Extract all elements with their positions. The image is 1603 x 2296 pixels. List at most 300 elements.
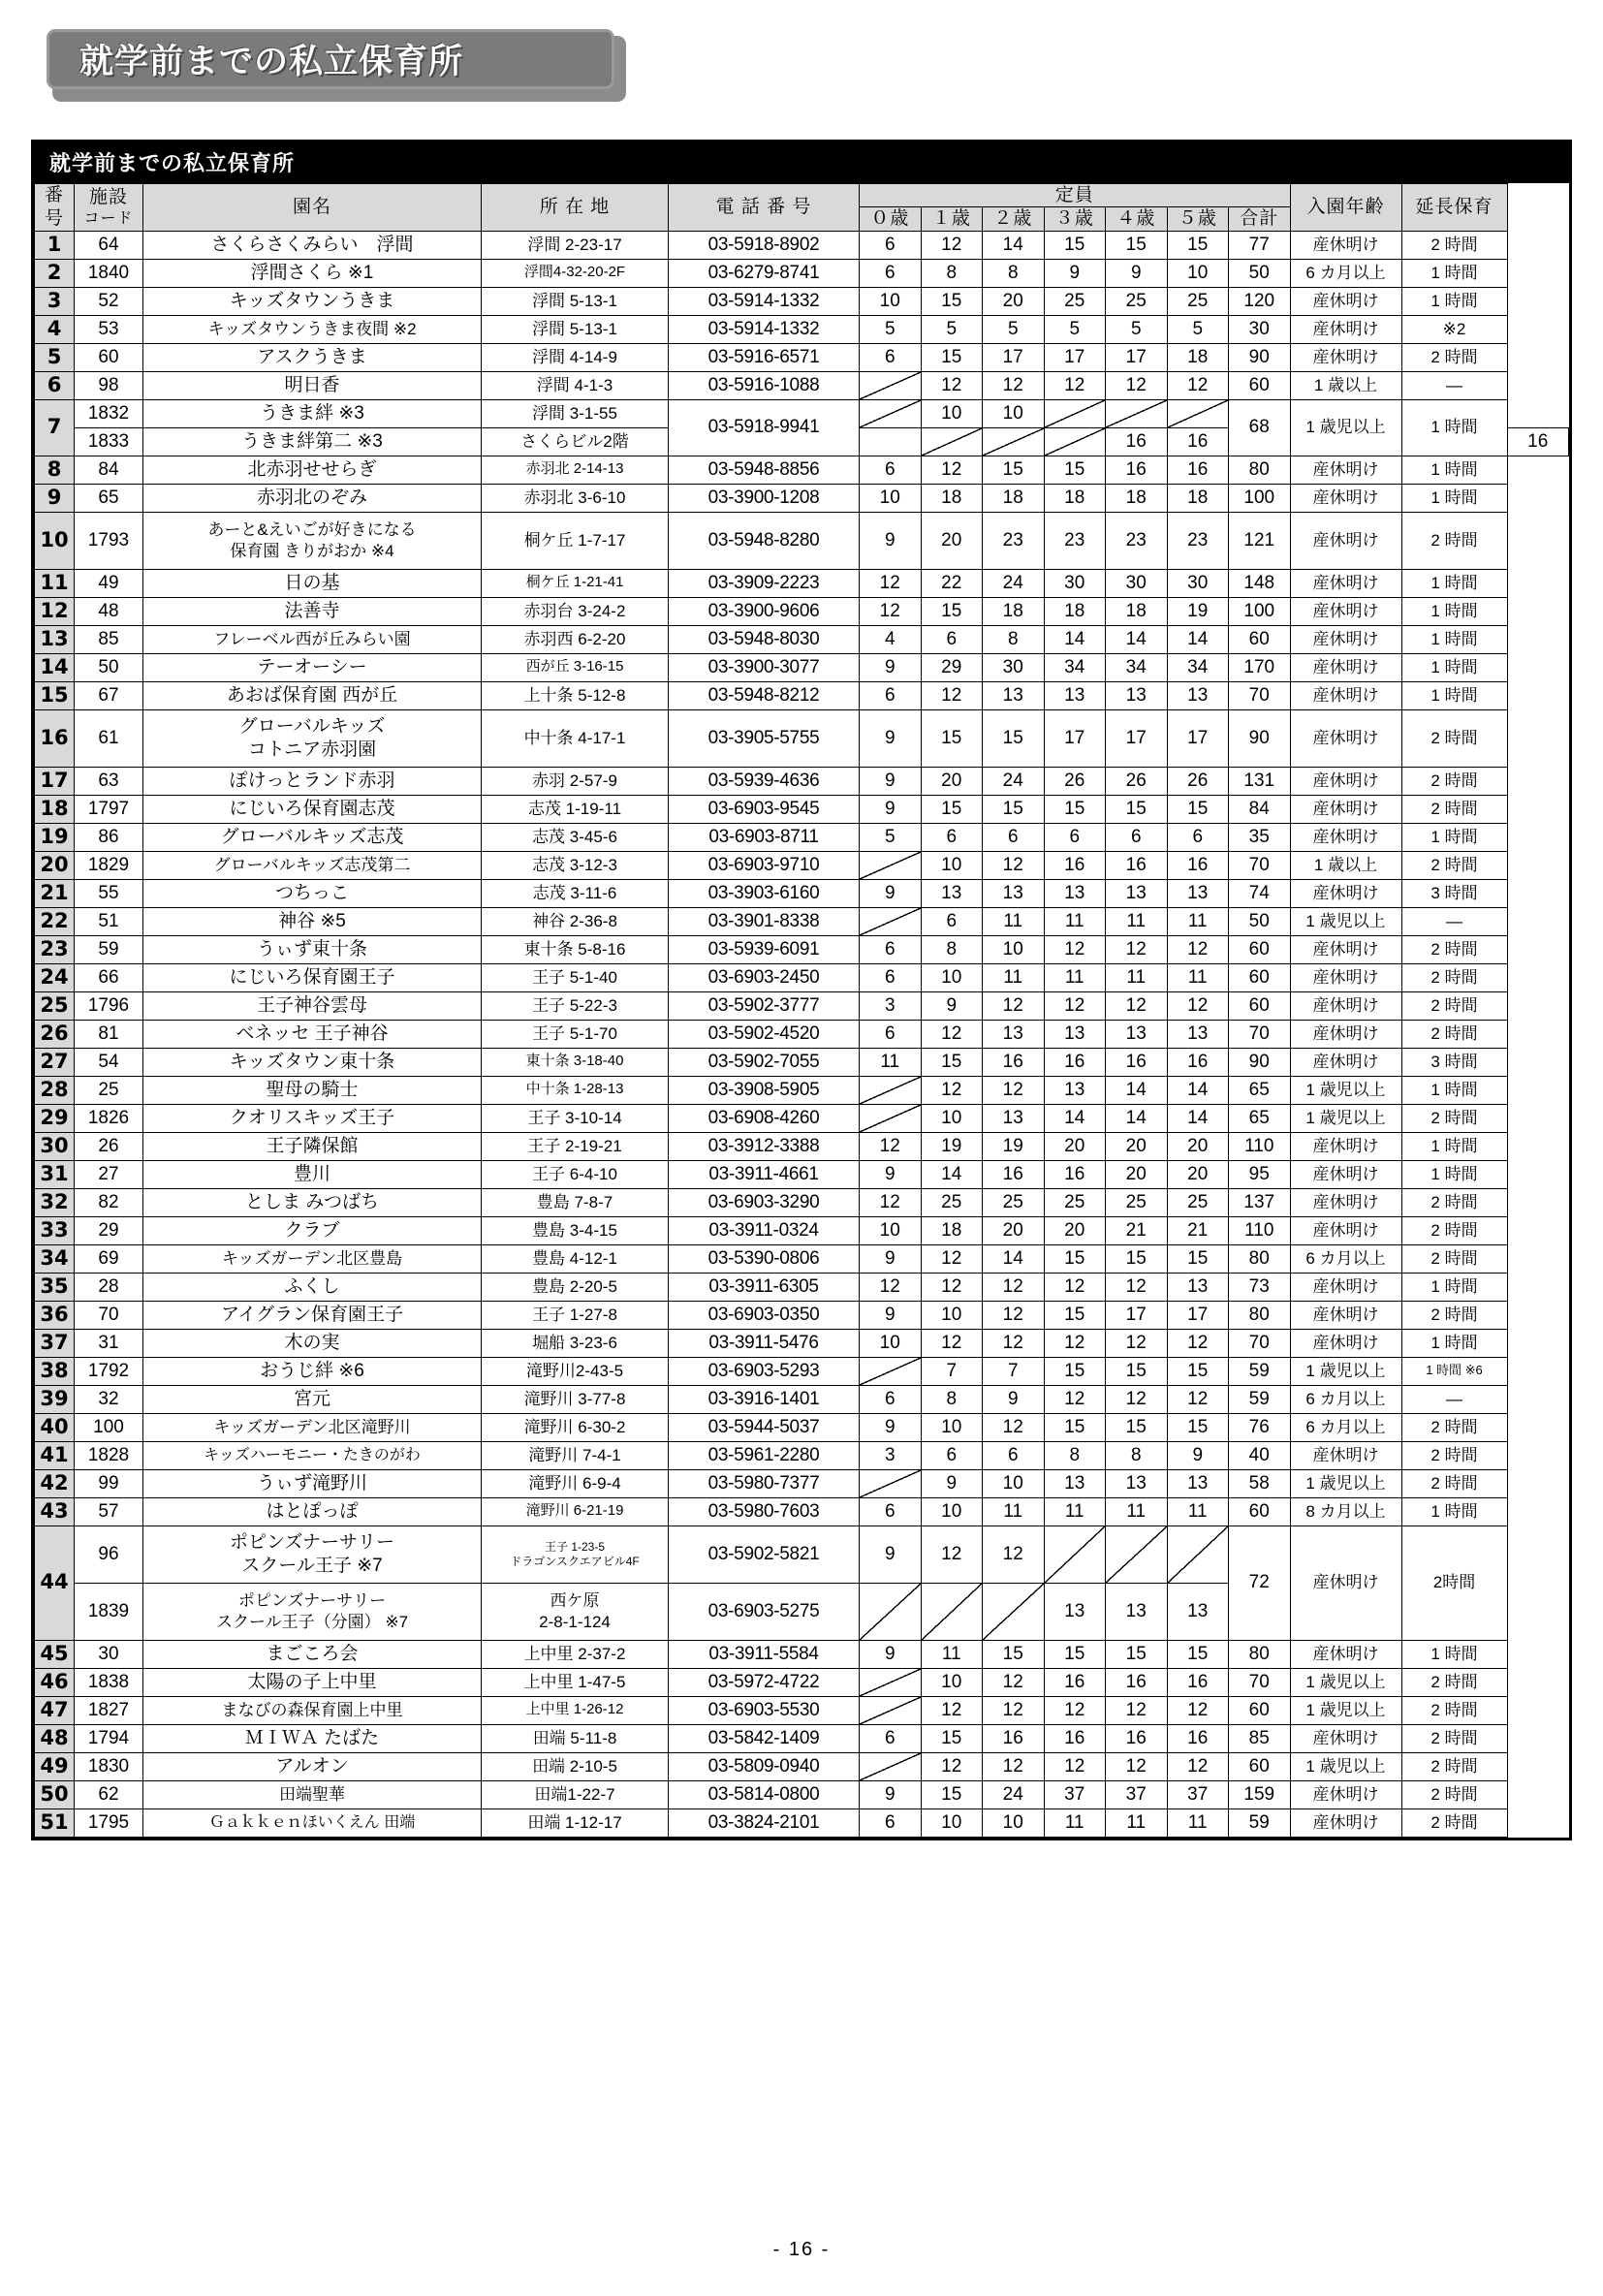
facility-telephone: 03-5842-1409 <box>669 1724 860 1752</box>
capacity-age-1: 12 <box>921 456 983 484</box>
facility-telephone: 03-5948-8856 <box>669 456 860 484</box>
facility-name: 田端聖華 <box>143 1780 482 1808</box>
capacity-age-4: 16 <box>1106 1048 1168 1076</box>
capacity-age-3: 23 <box>1044 512 1106 569</box>
facility-name: うぃず滝野川 <box>143 1469 482 1497</box>
capacity-age-3: 13 <box>1044 1076 1106 1104</box>
table-row <box>35 1469 1569 1497</box>
page-number: - 16 - <box>772 2239 831 2260</box>
capacity-age-1: 15 <box>921 1048 983 1076</box>
capacity-age-5: 16 <box>1507 427 1569 456</box>
table-row <box>35 1076 1569 1104</box>
extended-care: 2 時間 <box>1401 1696 1507 1724</box>
row-number: 35 <box>35 1273 75 1301</box>
capacity-age-2: 30 <box>983 653 1045 681</box>
table-row <box>35 1525 1569 1583</box>
extended-care: 1 時間 <box>1401 1497 1507 1525</box>
facility-address: 桐ケ丘 1-21-41 <box>482 569 669 597</box>
table-row <box>35 907 1569 935</box>
facility-telephone: 03-5914-1332 <box>669 287 860 315</box>
facility-address: 滝野川 6-9-4 <box>482 1469 669 1497</box>
document-page <box>0 29 1603 2296</box>
table-row <box>35 1048 1569 1076</box>
capacity-age-0: 6 <box>860 259 922 287</box>
capacity-age-2: 12 <box>983 991 1045 1020</box>
capacity-age-1 <box>921 1583 983 1640</box>
entry-age: 産休明け <box>1290 879 1401 907</box>
capacity-age-0 <box>860 1752 922 1780</box>
capacity-age-1: 12 <box>921 1329 983 1357</box>
capacity-total: 60 <box>1229 371 1291 399</box>
entry-age: 1 歳児以上 <box>1290 1076 1401 1104</box>
facility-name: うきま絆第二 ※3 <box>143 427 482 456</box>
capacity-total: 100 <box>1229 484 1291 512</box>
extended-care: 2 時間 <box>1401 767 1507 795</box>
capacity-age-5: 12 <box>1167 991 1229 1020</box>
facility-address: 志茂 1-19-11 <box>482 795 669 823</box>
entry-age: 産休明け <box>1290 681 1401 709</box>
entry-age: 1 歳児以上 <box>1290 1357 1401 1385</box>
facility-name: 日の基 <box>143 569 482 597</box>
capacity-age-0: 10 <box>860 1216 922 1244</box>
row-number: 21 <box>35 879 75 907</box>
facility-telephone: 03-5902-7055 <box>669 1048 860 1076</box>
facility-address: 中十条 1-28-13 <box>482 1076 669 1104</box>
facility-address: 中十条 4-17-1 <box>482 709 669 767</box>
capacity-age-4: 16 <box>1106 1724 1168 1752</box>
row-number: 34 <box>35 1244 75 1273</box>
capacity-age-4: 17 <box>1106 343 1168 371</box>
facility-code: 1795 <box>75 1808 143 1837</box>
facility-code: 27 <box>75 1160 143 1188</box>
table-row <box>35 1497 1569 1525</box>
capacity-age-0 <box>860 1104 922 1132</box>
capacity-age-1: 12 <box>921 1696 983 1724</box>
facility-code: 1826 <box>75 1104 143 1132</box>
capacity-age-2: 9 <box>983 1385 1045 1413</box>
entry-age: 産休明け <box>1290 1724 1401 1752</box>
capacity-age-2: 13 <box>983 681 1045 709</box>
facility-name: うきま絆 ※3 <box>143 399 482 427</box>
capacity-age-2: 13 <box>983 1104 1045 1132</box>
capacity-age-1: 29 <box>921 653 983 681</box>
row-number: 12 <box>35 597 75 625</box>
capacity-age-5: 25 <box>1167 287 1229 315</box>
facility-code: 1827 <box>75 1696 143 1724</box>
capacity-total: 74 <box>1229 879 1291 907</box>
capacity-total: 80 <box>1229 1301 1291 1329</box>
capacity-age-4 <box>1106 399 1168 427</box>
facility-telephone: 03-6903-0350 <box>669 1301 860 1329</box>
capacity-age-4: 15 <box>1106 1244 1168 1273</box>
capacity-total: 95 <box>1229 1160 1291 1188</box>
capacity-age-3: 12 <box>1044 935 1106 963</box>
facility-telephone: 03-5902-3777 <box>669 991 860 1020</box>
facility-code: 59 <box>75 935 143 963</box>
facility-telephone: 03-5948-8280 <box>669 512 860 569</box>
capacity-age-5: 15 <box>1167 1244 1229 1273</box>
capacity-age-3: 13 <box>1044 1020 1106 1048</box>
capacity-age-0: 9 <box>860 795 922 823</box>
capacity-age-0: 6 <box>860 343 922 371</box>
capacity-age-2: 18 <box>983 484 1045 512</box>
facility-address: 浮間 2-23-17 <box>482 231 669 259</box>
row-number: 49 <box>35 1752 75 1780</box>
capacity-age-0: 6 <box>860 1385 922 1413</box>
extended-care: 1 時間 <box>1401 484 1507 512</box>
capacity-age-0: 10 <box>860 484 922 512</box>
facility-name: にじいろ保育園志茂 <box>143 795 482 823</box>
capacity-total: 70 <box>1229 1020 1291 1048</box>
extended-care: 1 時間 <box>1401 569 1507 597</box>
capacity-total: 59 <box>1229 1385 1291 1413</box>
facility-code: 64 <box>75 231 143 259</box>
capacity-age-3 <box>1044 1525 1106 1583</box>
capacity-age-1: 14 <box>921 1160 983 1188</box>
capacity-total: 80 <box>1229 1244 1291 1273</box>
entry-age: 産休明け <box>1290 597 1401 625</box>
capacity-age-2: 10 <box>983 399 1045 427</box>
facility-code: 81 <box>75 1020 143 1048</box>
capacity-age-4: 15 <box>1106 795 1168 823</box>
capacity-age-0: 6 <box>860 935 922 963</box>
extended-care: 1 時間 <box>1401 597 1507 625</box>
facility-code: 1830 <box>75 1752 143 1780</box>
entry-age: 産休明け <box>1290 823 1401 851</box>
facility-address: 赤羽 2-57-9 <box>482 767 669 795</box>
capacity-age-0: 10 <box>860 1329 922 1357</box>
facility-code: 70 <box>75 1301 143 1329</box>
capacity-age-4: 26 <box>1106 767 1168 795</box>
capacity-age-2: 12 <box>983 371 1045 399</box>
row-number: 14 <box>35 653 75 681</box>
capacity-age-3: 12 <box>1044 991 1106 1020</box>
capacity-age-3: 12 <box>1044 1329 1106 1357</box>
facility-telephone: 03-5980-7603 <box>669 1497 860 1525</box>
col-header-facility-name: 園名 <box>143 184 482 232</box>
capacity-age-3: 12 <box>1044 1696 1106 1724</box>
capacity-age-4: 5 <box>1106 315 1168 343</box>
entry-age: 産休明け <box>1290 1301 1401 1329</box>
facility-code: 1839 <box>75 1583 143 1640</box>
capacity-total: 100 <box>1229 597 1291 625</box>
row-number: 38 <box>35 1357 75 1385</box>
capacity-age-3: 15 <box>1044 1244 1106 1273</box>
capacity-age-0: 12 <box>860 1273 922 1301</box>
entry-age: 産休明け <box>1290 1329 1401 1357</box>
table-row <box>35 1160 1569 1188</box>
capacity-age-0: 6 <box>860 1808 922 1837</box>
facility-name: 王子隣保館 <box>143 1132 482 1160</box>
facility-name: ＭＩＷＡ たばた <box>143 1724 482 1752</box>
facility-telephone: 03-6903-9710 <box>669 851 860 879</box>
capacity-age-2: 19 <box>983 1132 1045 1160</box>
extended-care: 1 時間 <box>1401 1640 1507 1668</box>
capacity-age-0: 9 <box>860 1413 922 1441</box>
capacity-total: 40 <box>1229 1441 1291 1469</box>
extended-care: 2 時間 <box>1401 1469 1507 1497</box>
capacity-age-5: 11 <box>1167 1808 1229 1837</box>
entry-age: 6 カ月以上 <box>1290 259 1401 287</box>
entry-age: 1 歳児以上 <box>1290 1668 1401 1696</box>
capacity-age-5: 12 <box>1167 1752 1229 1780</box>
facility-telephone: 03-5948-8030 <box>669 625 860 653</box>
facility-name: まなびの森保育園上中里 <box>143 1696 482 1724</box>
capacity-age-5: 14 <box>1167 1104 1229 1132</box>
table-row <box>35 1020 1569 1048</box>
facility-address: 西ケ原 2-8-1-124 <box>482 1583 669 1640</box>
capacity-total: 70 <box>1229 851 1291 879</box>
entry-age: 6 カ月以上 <box>1290 1244 1401 1273</box>
capacity-age-2: 15 <box>983 456 1045 484</box>
row-number: 39 <box>35 1385 75 1413</box>
capacity-age-5: 16 <box>1167 456 1229 484</box>
capacity-age-2: 14 <box>983 231 1045 259</box>
capacity-age-5: 13 <box>1167 1583 1229 1640</box>
facility-address: 王子 2-19-21 <box>482 1132 669 1160</box>
capacity-age-4: 14 <box>1106 1104 1168 1132</box>
facility-name: うぃず東十条 <box>143 935 482 963</box>
capacity-age-2: 17 <box>983 343 1045 371</box>
facility-code: 1792 <box>75 1357 143 1385</box>
capacity-age-1: 9 <box>921 1469 983 1497</box>
capacity-age-3: 11 <box>1044 1808 1106 1837</box>
capacity-age-3: 18 <box>1044 484 1106 512</box>
capacity-age-5: 6 <box>1167 823 1229 851</box>
entry-age: 産休明け <box>1290 315 1401 343</box>
col-header-capacity-group: 定員 <box>860 184 1291 207</box>
facility-address: 王子 5-1-40 <box>482 963 669 991</box>
col-header-age-0: ０歳 <box>860 207 922 231</box>
facility-address: 東十条 3-18-40 <box>482 1048 669 1076</box>
capacity-total: 80 <box>1229 456 1291 484</box>
facility-name: アルオン <box>143 1752 482 1780</box>
table-row <box>35 1724 1569 1752</box>
capacity-age-0: 6 <box>860 681 922 709</box>
capacity-age-0: 12 <box>860 1188 922 1216</box>
capacity-age-0: 9 <box>860 1640 922 1668</box>
capacity-age-0 <box>860 399 922 427</box>
entry-age: 産休明け <box>1290 1216 1401 1244</box>
facility-telephone: 03-5980-7377 <box>669 1469 860 1497</box>
row-number: 48 <box>35 1724 75 1752</box>
capacity-total: 159 <box>1229 1780 1291 1808</box>
capacity-age-2: 15 <box>983 1640 1045 1668</box>
capacity-total: 35 <box>1229 823 1291 851</box>
row-number: 37 <box>35 1329 75 1357</box>
table-row <box>35 1244 1569 1273</box>
table-row <box>35 1413 1569 1441</box>
capacity-age-5: 12 <box>1167 935 1229 963</box>
capacity-total: 60 <box>1229 1696 1291 1724</box>
banner-title: 就学前までの私立保育所 <box>79 43 464 81</box>
row-number: 36 <box>35 1301 75 1329</box>
row-number: 26 <box>35 1020 75 1048</box>
row-number: 16 <box>35 709 75 767</box>
capacity-age-4: 12 <box>1106 1385 1168 1413</box>
capacity-age-2: 16 <box>983 1724 1045 1752</box>
capacity-age-0: 6 <box>860 963 922 991</box>
extended-care: 2 時間 <box>1401 1780 1507 1808</box>
facility-telephone: 03-5916-1088 <box>669 371 860 399</box>
capacity-age-3: 11 <box>1044 907 1106 935</box>
facility-address: 桐ケ丘 1-7-17 <box>482 512 669 569</box>
extended-care: 1 時間 <box>1401 1132 1507 1160</box>
facility-address: 滝野川2-43-5 <box>482 1357 669 1385</box>
capacity-total: 50 <box>1229 907 1291 935</box>
entry-age: 産休明け <box>1290 1160 1401 1188</box>
capacity-age-5 <box>1167 1525 1229 1583</box>
capacity-age-1: 8 <box>921 1385 983 1413</box>
capacity-age-0: 12 <box>860 597 922 625</box>
table-row <box>35 399 1569 427</box>
facility-code: 69 <box>75 1244 143 1273</box>
facility-address: 豊島 7-8-7 <box>482 1188 669 1216</box>
capacity-age-3: 16 <box>1044 851 1106 879</box>
capacity-age-4: 37 <box>1106 1780 1168 1808</box>
entry-age: 産休明け <box>1290 653 1401 681</box>
capacity-age-4: 12 <box>1106 1752 1168 1780</box>
facility-telephone: 03-5902-4520 <box>669 1020 860 1048</box>
facility-code: 52 <box>75 287 143 315</box>
capacity-age-3: 20 <box>1044 1132 1106 1160</box>
facility-name: フレーベル西が丘みらい園 <box>143 625 482 653</box>
capacity-age-4: 12 <box>1106 991 1168 1020</box>
capacity-age-3: 26 <box>1044 767 1106 795</box>
facility-code: 50 <box>75 653 143 681</box>
capacity-age-0: 6 <box>860 1724 922 1752</box>
capacity-age-4: 12 <box>1106 371 1168 399</box>
capacity-age-1: 12 <box>921 1525 983 1583</box>
table-row <box>35 343 1569 371</box>
capacity-age-2: 13 <box>983 1020 1045 1048</box>
capacity-total: 121 <box>1229 512 1291 569</box>
capacity-age-0: 9 <box>860 879 922 907</box>
facility-name: ぽけっとランド赤羽 <box>143 767 482 795</box>
facility-address: 東十条 5-8-16 <box>482 935 669 963</box>
facility-name: Ｇａｋｋｅｎほいくえん 田端 <box>143 1808 482 1837</box>
capacity-age-2: 6 <box>983 823 1045 851</box>
facility-code: 1828 <box>75 1441 143 1469</box>
capacity-age-2: 12 <box>983 1668 1045 1696</box>
entry-age: 8 カ月以上 <box>1290 1497 1401 1525</box>
table-row <box>35 1668 1569 1696</box>
capacity-age-2: 16 <box>983 1160 1045 1188</box>
extended-care: 1 時間 <box>1401 456 1507 484</box>
capacity-age-4: 14 <box>1106 1076 1168 1104</box>
capacity-age-5: 25 <box>1167 1188 1229 1216</box>
capacity-age-2: 23 <box>983 512 1045 569</box>
capacity-age-4: 11 <box>1106 963 1168 991</box>
row-number: 15 <box>35 681 75 709</box>
facility-address: 上中里 1-47-5 <box>482 1668 669 1696</box>
facility-code: 100 <box>75 1413 143 1441</box>
capacity-age-1: 25 <box>921 1188 983 1216</box>
row-number: 32 <box>35 1188 75 1216</box>
capacity-age-1: 10 <box>921 1668 983 1696</box>
capacity-age-4: 13 <box>1106 681 1168 709</box>
facility-name: キッズタウン東十条 <box>143 1048 482 1076</box>
facility-code: 48 <box>75 597 143 625</box>
row-number: 23 <box>35 935 75 963</box>
capacity-age-0: 6 <box>860 1020 922 1048</box>
facility-code: 1833 <box>75 427 143 456</box>
capacity-age-0: 5 <box>860 315 922 343</box>
table-row <box>35 1132 1569 1160</box>
capacity-age-4: 21 <box>1106 1216 1168 1244</box>
facility-telephone: 03-3900-1208 <box>669 484 860 512</box>
row-number: 19 <box>35 823 75 851</box>
facility-code: 54 <box>75 1048 143 1076</box>
extended-care: 1 時間 <box>1401 1160 1507 1188</box>
capacity-age-5: 11 <box>1167 1497 1229 1525</box>
facility-address: 田端1-22-7 <box>482 1780 669 1808</box>
capacity-age-4: 15 <box>1106 231 1168 259</box>
extended-care: 2時間 <box>1401 1525 1507 1640</box>
capacity-age-1: 15 <box>921 343 983 371</box>
facility-name: 豊川 <box>143 1160 482 1188</box>
capacity-age-5: 20 <box>1167 1132 1229 1160</box>
capacity-age-3: 12 <box>1044 1273 1106 1301</box>
facility-name: はとぽっぽ <box>143 1497 482 1525</box>
capacity-age-2: 20 <box>983 287 1045 315</box>
capacity-age-4: 16 <box>1106 1668 1168 1696</box>
facility-address: 滝野川 3-77-8 <box>482 1385 669 1413</box>
table-row <box>35 512 1569 569</box>
facility-telephone: 03-3901-8338 <box>669 907 860 935</box>
capacity-total: 80 <box>1229 1640 1291 1668</box>
capacity-age-1: 10 <box>921 1808 983 1837</box>
capacity-age-2: 20 <box>983 1216 1045 1244</box>
capacity-age-0: 9 <box>860 709 922 767</box>
table-row <box>35 1696 1569 1724</box>
facility-code: 66 <box>75 963 143 991</box>
facility-telephone: 03-5390-0806 <box>669 1244 860 1273</box>
capacity-age-2: 12 <box>983 1413 1045 1441</box>
capacity-age-1: 7 <box>921 1357 983 1385</box>
extended-care: 2 時間 <box>1401 1752 1507 1780</box>
capacity-age-1: 10 <box>921 1497 983 1525</box>
capacity-age-3: 16 <box>1044 1668 1106 1696</box>
facility-address: 上中里 2-37-2 <box>482 1640 669 1668</box>
section-banner <box>47 29 628 101</box>
capacity-age-5: 14 <box>1167 1076 1229 1104</box>
facility-code: 1838 <box>75 1668 143 1696</box>
col-header-entry-age: 入園年齢 <box>1290 184 1401 232</box>
capacity-age-1: 15 <box>921 1780 983 1808</box>
facility-telephone: 03-5972-4722 <box>669 1668 860 1696</box>
capacity-age-1: 18 <box>921 484 983 512</box>
capacity-age-5: 18 <box>1167 484 1229 512</box>
capacity-age-3: 12 <box>1044 1385 1106 1413</box>
table-row <box>35 1329 1569 1357</box>
capacity-total: 70 <box>1229 1329 1291 1357</box>
facility-code: 53 <box>75 315 143 343</box>
capacity-age-2: 12 <box>983 1076 1045 1104</box>
facility-name: テーオーシー <box>143 653 482 681</box>
capacity-age-1: 9 <box>921 991 983 1020</box>
capacity-age-4: 11 <box>1106 1497 1168 1525</box>
capacity-age-5: 13 <box>1167 681 1229 709</box>
facility-address: 王子 5-22-3 <box>482 991 669 1020</box>
facility-telephone: 03-3912-3388 <box>669 1132 860 1160</box>
extended-care: 2 時間 <box>1401 1441 1507 1469</box>
capacity-age-1: 15 <box>921 709 983 767</box>
table-row <box>35 851 1569 879</box>
extended-care: 2 時間 <box>1401 795 1507 823</box>
capacity-age-2: 24 <box>983 569 1045 597</box>
facility-name: まごころ会 <box>143 1640 482 1668</box>
